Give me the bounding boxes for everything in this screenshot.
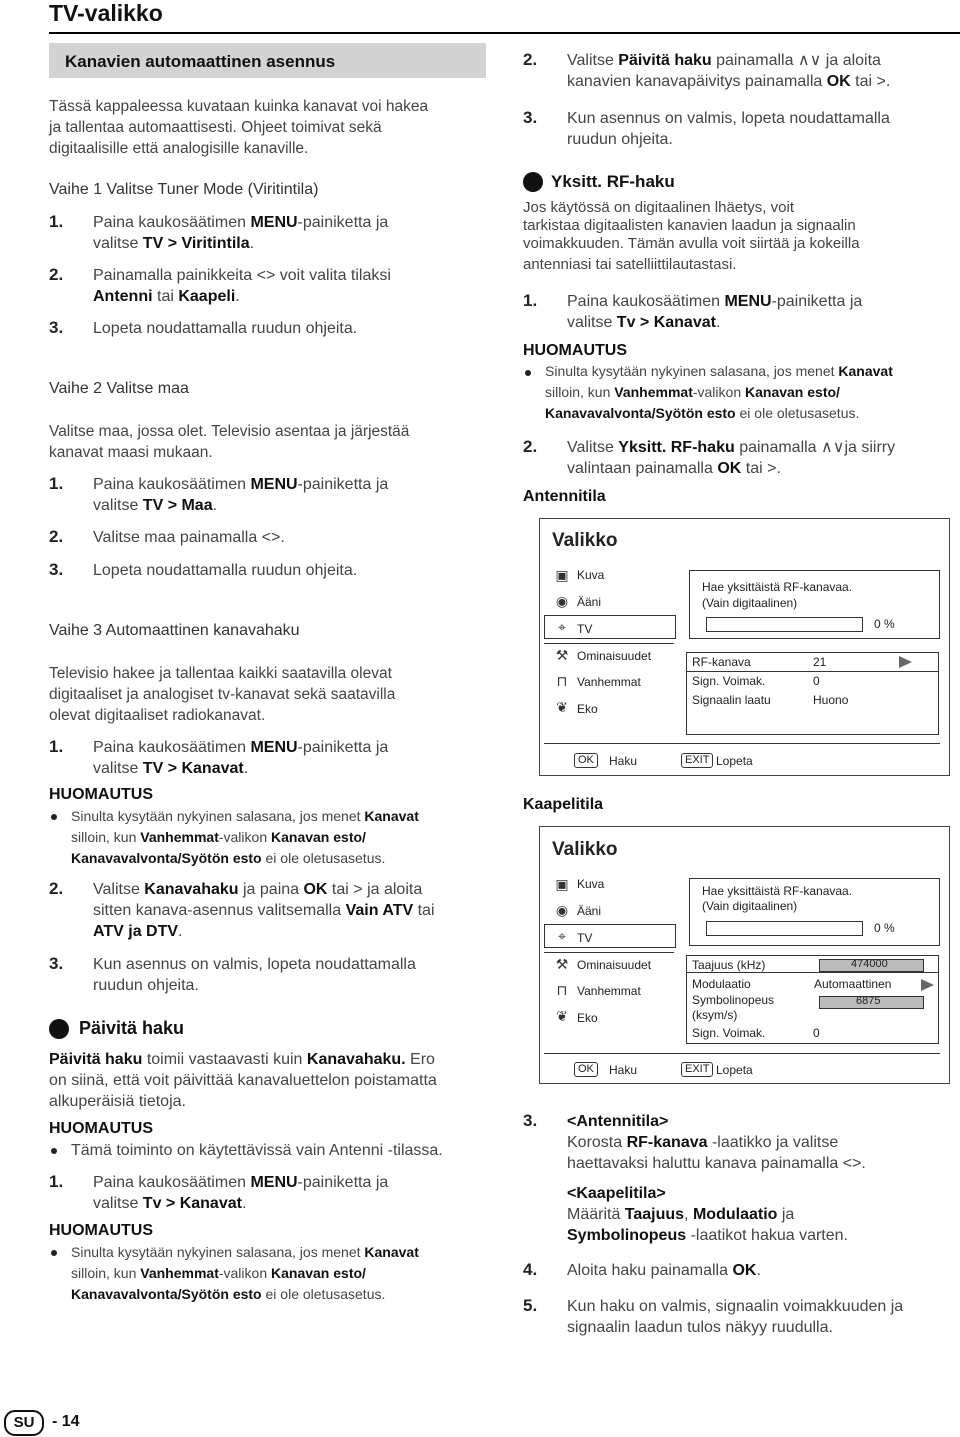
step5-line2: signaalin laadun tulos näkyy ruudulla.: [567, 1319, 833, 1336]
right-step4-num: 4.: [523, 1260, 538, 1279]
right-step2-line1: Valitse Päivitä haku painamalla ∧∨ ja aloita: [567, 52, 881, 69]
modulation-value: Automaattinen: [814, 977, 892, 991]
rf-channel-value: 21: [813, 655, 827, 669]
yksitt-step2-line2: valintaan painamalla OK tai >.: [567, 460, 781, 477]
right-step3-num: 3.: [523, 108, 538, 127]
ok-key[interactable]: OK: [574, 1062, 598, 1077]
antennitila-heading: Antennitila: [523, 488, 606, 505]
page-title: TV-valikko: [49, 0, 163, 26]
vaihe2-para-2: kanavat maasi mukaan.: [49, 444, 213, 461]
paivita-note2-line1: Sinulta kysytään nykyinen salasana, jos menet Kanavat: [71, 1244, 419, 1260]
right-step2-line2: kanavien kanavapäivitys painamalla OK tai >.: [567, 73, 891, 90]
lock-icon: ⊓: [556, 673, 568, 689]
signal-quality-label: Signaalin laatu: [692, 693, 771, 707]
vaihe3-step3-num: 3.: [49, 954, 64, 973]
intro-line-3: digitaalisille että analogisille kanaville.: [49, 140, 309, 157]
info-line-1: Hae yksittäistä RF-kanavaa.: [702, 580, 853, 594]
progress-percent: 0 %: [874, 617, 895, 631]
picture-icon: ▣: [555, 567, 569, 583]
vaihe3-step3-line2: ruudun ohjeita.: [93, 977, 199, 994]
menu-footer-divider: [544, 1053, 940, 1054]
paivita-note-heading-1: HUOMAUTUS: [49, 1120, 153, 1137]
picture-icon: ▣: [555, 876, 569, 892]
menu-item-tv[interactable]: TV: [577, 931, 593, 945]
right-step3-line2: ruudun ohjeita.: [567, 131, 673, 148]
paivita-note2-line3: Kanavavalvonta/Syötön esto ei ole oletusasetus.: [71, 1286, 386, 1302]
vaihe1-step1-num: 1.: [49, 212, 64, 231]
vaihe3-step2-line3: ATV ja DTV.: [93, 923, 183, 940]
step3-line2: Korosta RF-kanava -laatikko ja valitse: [567, 1134, 839, 1151]
vaihe2-heading: Vaihe 2 Valitse maa: [49, 380, 189, 397]
vaihe2-step2: Valitse maa painamalla <>.: [93, 529, 285, 546]
vaihe1-heading: Vaihe 1 Valitse Tuner Mode (Viritintila): [49, 181, 319, 198]
intro-line-2: ja tallentaa automaattisesti. Ohjeet toimivat sekä: [49, 119, 382, 136]
signal-strength-value: 0: [813, 674, 820, 688]
right-step3-line1: Kun asennus on valmis, lopeta noudattamalla: [567, 110, 890, 127]
paivita-para-3: alkuperäisiä tietoja.: [49, 1093, 186, 1110]
bullet-circle-icon: [523, 172, 543, 192]
yksitt-note-heading: HUOMAUTUS: [523, 342, 627, 359]
paivita-note-heading-2: HUOMAUTUS: [49, 1222, 153, 1239]
exit-label: Lopeta: [716, 754, 753, 768]
paivita-note-1: Tämä toiminto on käytettävissä vain Antenni -tilassa.: [71, 1142, 443, 1159]
progress-bar: [706, 921, 863, 936]
menu-divider: [544, 952, 674, 953]
vaihe1-step1-line2: valitse TV > Viritintila.: [93, 235, 255, 252]
title-rule: [49, 32, 960, 34]
vaihe1-step3-num: 3.: [49, 318, 64, 337]
exit-key[interactable]: EXIT: [681, 753, 713, 768]
yksitt-para-1: Jos käytössä on digitaalinen lhäetys, voit: [523, 199, 794, 216]
speaker-icon: ◉: [555, 902, 569, 918]
signal-strength-value: 0: [813, 1026, 820, 1040]
tools-icon: ⚒: [555, 647, 569, 663]
yksitt-step1-line2: valitse Tv > Kanavat.: [567, 314, 721, 331]
right-final-step3-num: 3.: [523, 1111, 538, 1130]
info-line-2: (Vain digitaalinen): [702, 596, 798, 610]
right-step2-num: 2.: [523, 50, 538, 69]
section-banner: [49, 43, 486, 78]
vaihe1-step2-line1: Painamalla painikkeita <> voit valita tilaksi: [93, 267, 391, 284]
menu-item-ominaisuudet[interactable]: Ominaisuudet: [577, 958, 652, 972]
right-step5-num: 5.: [523, 1296, 538, 1315]
vaihe3-para-3: olevat digitaaliset radiokanavat.: [49, 707, 266, 724]
paivita-step1-line1: Paina kaukosäätimen MENU-painiketta ja: [93, 1174, 389, 1191]
menu-item-kuva[interactable]: Kuva: [577, 568, 605, 582]
menu-item-vanhemmat[interactable]: Vanhemmat: [577, 984, 641, 998]
vaihe1-step2-num: 2.: [49, 265, 64, 284]
paivita-note2-line2: silloin, kun Vanhemmat-valikon Kanavan esto/: [71, 1265, 366, 1281]
speaker-icon: ◉: [555, 593, 569, 609]
yksitt-step2-line1: Valitse Yksitt. RF-haku painamalla ∧∨ja siirry: [567, 439, 896, 456]
menu-item-aani[interactable]: Ääni: [577, 904, 602, 918]
vaihe3-step1-line1: Paina kaukosäätimen MENU-painiketta ja: [93, 739, 389, 756]
paivita-para-1: Päivitä haku toimii vastaavasti kuin Kanavahaku. Ero: [49, 1051, 435, 1068]
satellite-icon: ⌖: [558, 619, 566, 635]
vaihe1-step1-line1: Paina kaukosäätimen MENU-painiketta ja: [93, 214, 389, 231]
step3-line6: Symbolinopeus -laatikot hakua varten.: [567, 1227, 848, 1244]
intro-line-1: Tässä kappaleessa kuvataan kuinka kanavat voi hakea: [49, 98, 429, 115]
vaihe3-note-line2: silloin, kun Vanhemmat-valikon Kanavan esto/: [71, 829, 366, 845]
yksitt-para-3: voimakkuuden. Tämän avulla voit siirtää ja kokeilla: [523, 235, 860, 252]
ok-key[interactable]: OK: [574, 753, 598, 768]
step3-line5: Määritä Taajuus, Modulaatio ja: [567, 1206, 795, 1223]
vaihe3-step1-num: 1.: [49, 737, 64, 756]
leaf-icon: ❦: [556, 699, 568, 715]
vaihe2-step1-line2: valitse TV > Maa.: [93, 497, 218, 514]
yksitt-para-2: tarkistaa digitaalisten kanavien laadun ja signaalin: [523, 217, 856, 234]
signal-strength-label: Sign. Voimak.: [692, 1026, 766, 1040]
vaihe3-heading: Vaihe 3 Automaattinen kanavahaku: [49, 622, 300, 639]
menu-item-eko[interactable]: Eko: [577, 1011, 598, 1025]
symbol-rate-unit: (ksym/s): [692, 1008, 738, 1022]
exit-label: Lopeta: [716, 1063, 753, 1077]
vaihe3-para-1: Televisio hakee ja tallentaa kaikki saatavilla olevat: [49, 665, 392, 682]
exit-key[interactable]: EXIT: [681, 1062, 713, 1077]
symbol-rate-value: 6875: [856, 995, 881, 1007]
menu-item-aani[interactable]: Ääni: [577, 595, 602, 609]
yksitt-step1-num: 1.: [523, 291, 538, 310]
vaihe2-step3: Lopeta noudattamalla ruudun ohjeita.: [93, 562, 358, 579]
lock-icon: ⊓: [556, 982, 568, 998]
vaihe1-step2-line2: Antenni tai Kaapeli.: [93, 288, 240, 305]
language-badge: SU: [4, 1410, 44, 1436]
paivita-step1-line2: valitse Tv > Kanavat.: [93, 1195, 247, 1212]
vaihe3-note-line3: Kanavavalvonta/Syötön esto ei ole oletusasetus.: [71, 850, 386, 866]
progress-bar: [706, 617, 863, 632]
step3-antennitila-tag: <Antennitila>: [567, 1113, 669, 1130]
step3-line3: haettavaksi haluttu kanava painamalla <>.: [567, 1155, 866, 1172]
paivita-step1-num: 1.: [49, 1172, 64, 1191]
vaihe3-note-line1: Sinulta kysytään nykyinen salasana, jos menet Kanavat: [71, 808, 419, 824]
signal-quality-value: Huono: [813, 693, 849, 707]
right-arrow-icon[interactable]: [921, 979, 934, 991]
vaihe2-para-1: Valitse maa, jossa olet. Televisio asentaa ja järjestää: [49, 423, 410, 440]
menu-item-ominaisuudet[interactable]: Ominaisuudet: [577, 649, 652, 663]
vaihe2-step3-num: 3.: [49, 560, 64, 579]
paivita-para-2: on siinä, että voit päivittää kanavaluettelon poistamatta: [49, 1072, 437, 1089]
yksitt-para-4: antenniasi tai satelliittilautastasi.: [523, 256, 737, 273]
banner-text: Kanavien automaattinen asennus: [65, 52, 336, 71]
step4-text: Aloita haku painamalla OK.: [567, 1262, 761, 1279]
frequency-value: 474000: [851, 958, 888, 970]
modulation-label: Modulaatio: [692, 977, 751, 991]
menu-item-kuva[interactable]: Kuva: [577, 877, 605, 891]
vaihe2-step1-line1: Paina kaukosäätimen MENU-painiketta ja: [93, 476, 389, 493]
kaapelitila-heading: Kaapelitila: [523, 796, 604, 813]
yksitt-step2-num: 2.: [523, 437, 538, 456]
symbol-rate-label: Symbolinopeus: [692, 993, 775, 1007]
bullet-dot: [525, 370, 531, 376]
info-line-2: (Vain digitaalinen): [702, 899, 798, 913]
menu-title: Valikko: [552, 839, 618, 860]
vaihe1-step3: Lopeta noudattamalla ruudun ohjeita.: [93, 320, 358, 337]
menu-item-vanhemmat[interactable]: Vanhemmat: [577, 675, 641, 689]
frequency-label: Taajuus (kHz): [692, 958, 766, 972]
menu-title: Valikko: [552, 530, 618, 551]
leaf-icon: ❦: [556, 1008, 568, 1024]
vaihe3-para-2: digitaaliset ja analogiset tv-kanavat sekä saatavilla: [49, 686, 396, 703]
vaihe3-step3-line1: Kun asennus on valmis, lopeta noudattamalla: [93, 956, 416, 973]
bullet-dot: [51, 814, 57, 820]
progress-percent: 0 %: [874, 921, 895, 935]
bullet-dot: [51, 1250, 57, 1256]
right-arrow-icon[interactable]: [899, 656, 912, 668]
page-number: - 14: [52, 1413, 80, 1430]
menu-item-eko[interactable]: Eko: [577, 702, 598, 716]
rf-channel-label: RF-kanava: [692, 655, 751, 669]
yksitt-note-line1: Sinulta kysytään nykyinen salasana, jos menet Kanavat: [545, 363, 893, 379]
signal-strength-label: Sign. Voimak.: [692, 674, 766, 688]
vaihe3-note-heading: HUOMAUTUS: [49, 786, 153, 803]
bullet-dot: [51, 1148, 57, 1154]
vaihe2-step1-num: 1.: [49, 474, 64, 493]
vaihe3-step2-line1: Valitse Kanavahaku ja paina OK tai > ja aloita: [93, 881, 423, 898]
ok-label: Haku: [609, 1063, 638, 1077]
vaihe2-step2-num: 2.: [49, 527, 64, 546]
vaihe3-step2-num: 2.: [49, 879, 64, 898]
menu-kaapelitila: [539, 826, 950, 1084]
yksitt-note-line2: silloin, kun Vanhemmat-valikon Kanavan esto/: [545, 384, 840, 400]
info-line-1: Hae yksittäistä RF-kanavaa.: [702, 884, 853, 898]
yksitt-note-line3: Kanavavalvonta/Syötön esto ei ole oletusasetus.: [545, 405, 860, 421]
paivita-heading: Päivitä haku: [79, 1018, 185, 1038]
menu-divider: [544, 643, 674, 644]
tools-icon: ⚒: [555, 956, 569, 972]
vaihe3-step1-line2: valitse TV > Kanavat.: [93, 760, 249, 777]
satellite-icon: ⌖: [558, 928, 566, 944]
menu-antennitila: [539, 518, 950, 776]
step5-line1: Kun haku on valmis, signaalin voimakkuuden ja: [567, 1298, 904, 1315]
bullet-circle-icon: [49, 1019, 69, 1039]
yksitt-heading: Yksitt. RF-haku: [551, 172, 675, 191]
ok-label: Haku: [609, 754, 638, 768]
menu-item-tv[interactable]: TV: [577, 622, 593, 636]
vaihe3-step2-line2: sitten kanava-asennus valitsemalla Vain ATV tai: [93, 902, 435, 919]
step3-kaapelitila-tag: <Kaapelitila>: [567, 1185, 666, 1202]
yksitt-step1-line1: Paina kaukosäätimen MENU-painiketta ja: [567, 293, 863, 310]
menu-footer-divider: [544, 743, 940, 744]
